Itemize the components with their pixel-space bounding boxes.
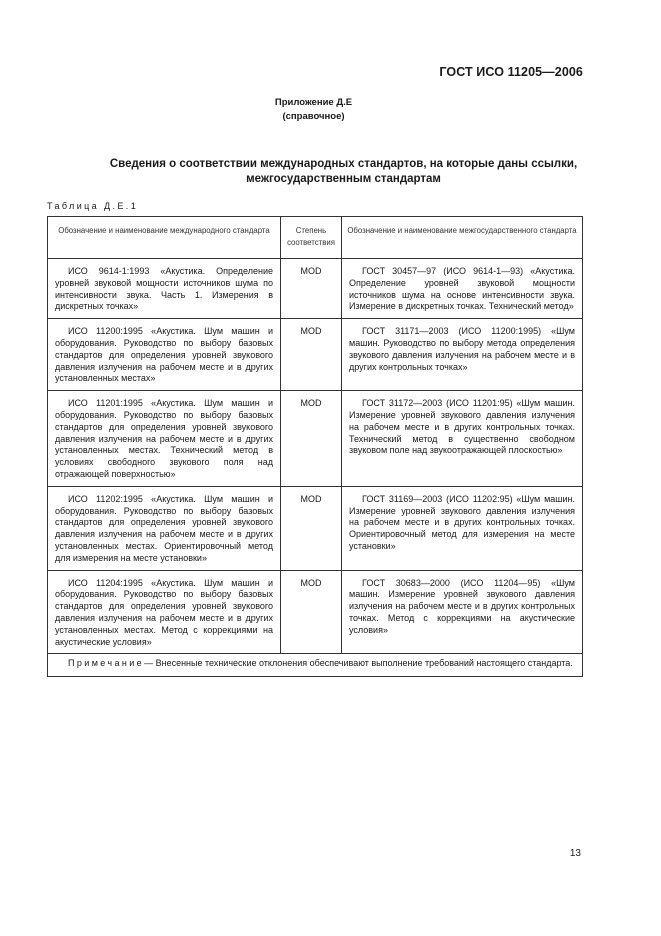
header-national-standard: Обозначение и наименование межгосударственного стандарта (342, 217, 583, 259)
degree-cell: MOD (281, 391, 342, 487)
table-row (48, 259, 583, 319)
table-row (48, 391, 583, 487)
correspondence-table (47, 216, 583, 677)
table-header-row (48, 217, 583, 259)
table-note (48, 654, 583, 677)
international-standard-cell: ИСО 11201:1995 «Акустика. Шум машин и оборудования. Руководство по выбору базовых стандартов для определения уровней звукового давления излучения на рабочем месте и в других установленных местах. Технический метод в условиях свободного звукового поля над отражающей поверхностью» (48, 391, 281, 487)
note-text: — Внесенные технические отклонения обеспечивают выполнение требований настоящего стандарта. (144, 658, 573, 669)
appendix-heading (0, 96, 627, 124)
note-label: Примечание (68, 658, 145, 669)
appendix-title: Приложение Д.Е (274, 97, 353, 108)
international-standard-cell: ИСО 11200:1995 «Акустика. Шум машин и оборудования. Руководство по выбору базовых стандартов для определения уровней звукового давления излучения на рабочем месте и в других установленных местах» (48, 319, 281, 391)
table-label: Таблица Д.Е.1 (47, 201, 139, 211)
international-standard-cell: ИСО 11204:1995 «Акустика. Шум машин и оборудования. Руководство по выбору базовых стандартов для определения уровней звукового давления излучения на рабочем месте и в других установленных местах. Метод с коррекциями на акустические условия» (48, 570, 281, 654)
appendix-subtitle: (справочное) (282, 111, 345, 122)
header-international-standard: Обозначение и наименование международного стандарта (48, 217, 281, 259)
table-row (48, 486, 583, 570)
degree-cell: MOD (281, 319, 342, 391)
section-title-line-1: Сведения о соответствии международных стандартов, на которые даны ссылки, (109, 158, 578, 170)
degree-cell: MOD (281, 570, 342, 654)
degree-cell: MOD (281, 259, 342, 319)
table-row (48, 570, 583, 654)
section-title-line-2: межгосударственным стандартам (246, 173, 441, 185)
document-code: ГОСТ ИСО 11205—2006 (439, 65, 583, 79)
national-standard-cell: ГОСТ 31169—2003 (ИСО 11202:95) «Шум машин. Измерение уровней звукового давления излучения на рабочем месте и в других контрольных точках. Ориентировочный метод для измерения на месте установки» (342, 486, 583, 570)
table-row (48, 319, 583, 391)
table-note-row (48, 654, 583, 677)
national-standard-cell: ГОСТ 30683—2000 (ИСО 11204—95) «Шум машин. Измерение уровней звукового давления излучения на рабочем месте и в других контрольных точках. Метод с коррекциями на акустические условия» (342, 570, 583, 654)
international-standard-cell: ИСО 11202:1995 «Акустика. Шум машин и оборудования. Руководство по выбору базовых стандартов для определения уровней звукового давления излучения на рабочем месте и в других установленных местах. Ориентировочный метод для измерения на месте установки» (48, 486, 281, 570)
page-number: 13 (569, 848, 581, 859)
section-title (60, 157, 627, 187)
national-standard-cell: ГОСТ 31172—2003 (ИСО 11201:95) «Шум машин. Измерение уровней звукового давления излучения на рабочем месте и в других контрольных точках. Технический метод в существенно свободном звуковом поле над звукоотражающей плоскостью» (342, 391, 583, 487)
national-standard-cell: ГОСТ 31171—2003 (ИСО 11200:1995) «Шум машин. Руководство по выбору метода определения звукового давления излучения на рабочем месте и в других контрольных точках» (342, 319, 583, 391)
degree-cell: MOD (281, 486, 342, 570)
national-standard-cell: ГОСТ 30457—97 (ИСО 9614-1—93) «Акустика. Определение уровней звуковой мощности источников шума на основе интенсивности звука. Измерение в дискретных точках. Технический метод» (342, 259, 583, 319)
header-degree: Степень соответствия (281, 217, 342, 259)
international-standard-cell: ИСО 9614-1:1993 «Акустика. Определение уровней звуковой мощности источников шума по интенсивности звука. Часть 1. Измерения в дискретных точках» (48, 259, 281, 319)
